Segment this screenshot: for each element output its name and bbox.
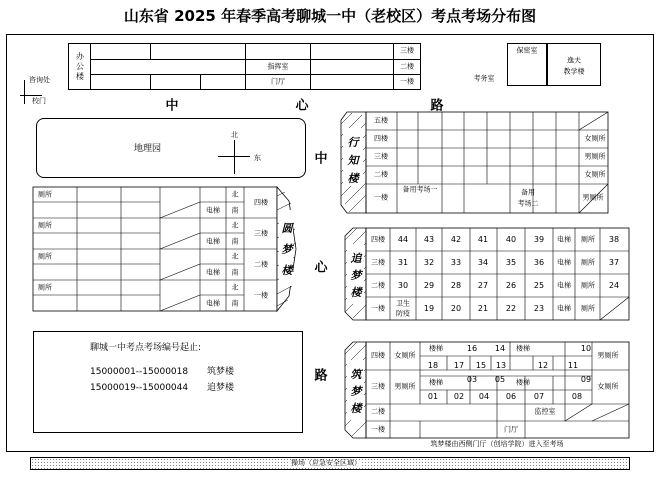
room-44: 44 [397, 235, 409, 244]
room-09: 09 [580, 375, 592, 384]
zhuimeng-floor-3: 三楼 [371, 258, 385, 267]
inquiry-desk: 咨询处 [29, 76, 50, 84]
room-05: 05 [494, 375, 506, 384]
road-zhong-top: 中 [165, 98, 179, 114]
road-xin-top: 心 [295, 98, 309, 114]
room-20: 20 [450, 304, 462, 313]
yuanmeng-toilet-4: 厕所 [38, 190, 52, 199]
zhuimeng-elevator-2: 电梯 [557, 281, 571, 290]
office-lobby: 门厅 [271, 77, 285, 86]
room-26: 26 [505, 281, 517, 290]
room-40: 40 [505, 235, 517, 244]
xingzhi-backup-room-1: 备用考场一 [402, 185, 438, 194]
zhumeng-stairs-3a: 楼梯 [429, 378, 443, 387]
info-range-2: 15000019--15000044 [90, 383, 189, 393]
yuanmeng-floor-2: 二楼 [254, 260, 268, 269]
room-32: 32 [423, 258, 435, 267]
road-xin-mid: 心 [314, 260, 328, 276]
zhuimeng-elevator-1: 电梯 [557, 304, 571, 313]
school-gate: 校门 [32, 97, 46, 105]
zhumeng-male-toilet: 男厕所 [394, 382, 416, 391]
yuanmeng-south-3: 南 [231, 237, 239, 246]
room-21: 21 [477, 304, 489, 313]
yuanmeng-elevator-4: 电梯 [206, 206, 220, 215]
info-range-1: 15000001--15000018 [90, 367, 189, 377]
room-33: 33 [450, 258, 462, 267]
office-floor-2: 二楼 [400, 62, 414, 71]
room-11: 11 [567, 361, 579, 370]
xingzhi-char-3: 楼 [347, 172, 359, 185]
yuanmeng-toilet-3: 厕所 [38, 221, 52, 230]
compass-north: 北 [231, 131, 238, 139]
zhuimeng-clinic-1: 卫生 [396, 299, 410, 308]
zhuimeng-toilet-4: 厕所 [581, 235, 595, 244]
room-18: 18 [427, 361, 439, 370]
zhumeng-floor-4: 四楼 [371, 351, 385, 360]
room-13: 13 [495, 361, 507, 370]
room-10: 10 [580, 344, 592, 353]
zhuimeng-toilet-2: 厕所 [581, 281, 595, 290]
xingzhi-floor-4: 四楼 [374, 134, 388, 143]
room-14: 14 [494, 344, 506, 353]
xingzhi-toilet-1: 男厕所 [582, 193, 604, 202]
room-15: 15 [475, 361, 487, 370]
page-title: 山东省 2025 年春季高考聊城一中（老校区）考点考场分布图 [123, 7, 537, 25]
zhumeng-stairs-3b: 楼梯 [516, 378, 530, 387]
room-02: 02 [453, 392, 465, 401]
room-37: 37 [608, 258, 620, 267]
yuanmeng-char-1: 圆 [281, 222, 293, 235]
room-42: 42 [450, 235, 462, 244]
room-03: 03 [466, 375, 478, 384]
zhuimeng-elevator-4: 电梯 [557, 235, 571, 244]
room-39: 39 [533, 235, 545, 244]
room-16: 16 [466, 344, 478, 353]
yuanmeng-elevator-3: 电梯 [206, 237, 220, 246]
yuanmeng-north-2: 北 [231, 252, 239, 261]
zhuimeng-floor-1: 一楼 [371, 304, 385, 313]
zhuimeng-toilet-1: 厕所 [581, 304, 595, 313]
xingzhi-char-1: 行 [347, 136, 359, 149]
room-41: 41 [477, 235, 489, 244]
room-34: 34 [477, 258, 489, 267]
zhumeng-male-toilet-4: 男厕所 [597, 351, 619, 360]
zhuimeng-char-3: 楼 [350, 286, 362, 299]
zhumeng-floor-1: 一楼 [371, 425, 385, 434]
room-12: 12 [537, 361, 549, 370]
geography-garden-label: 地理园 [134, 144, 162, 154]
exam-office: 考务室 [473, 74, 495, 83]
zhumeng-monitor-room: 监控室 [534, 407, 556, 416]
yuanmeng-floor-4: 四楼 [254, 198, 268, 207]
office-label-3: 楼 [76, 72, 84, 81]
yuanmeng-toilet-1: 厕所 [38, 283, 52, 292]
zhumeng-entrance-note: 筑梦楼由西侧门厅（创培学院）进入至考场 [430, 440, 564, 448]
office-floor-3: 三楼 [400, 46, 414, 55]
compass-east: 东 [254, 154, 261, 162]
zhuimeng-elevator-3: 电梯 [557, 258, 571, 267]
room-36: 36 [533, 258, 545, 267]
road-zhong-mid: 中 [314, 151, 328, 167]
office-label-1: 办 [76, 52, 84, 61]
info-building-1: 筑梦楼 [207, 367, 235, 377]
room-17: 17 [453, 361, 465, 370]
zhuimeng-clinic-2: 防疫 [396, 309, 410, 318]
xingzhi-backup-room-2b: 考场二 [517, 199, 539, 208]
yuanmeng-south-4: 南 [231, 206, 239, 215]
yuanmeng-floor-3: 三楼 [254, 229, 268, 238]
room-35: 35 [505, 258, 517, 267]
zhuimeng-floor-4: 四楼 [371, 235, 385, 244]
xingzhi-backup-room-2a: 备用 [521, 188, 535, 197]
yuanmeng-north-4: 北 [231, 190, 239, 199]
room-28: 28 [450, 281, 462, 290]
yuanmeng-char-3: 楼 [281, 264, 293, 277]
playground-label: 操场（应急安全区域） [291, 459, 361, 467]
room-04: 04 [478, 392, 490, 401]
road-lu-top: 路 [430, 98, 444, 114]
zhumeng-char-3: 楼 [350, 402, 362, 415]
zhuimeng-floor-2: 二楼 [371, 281, 385, 290]
xingzhi-char-2: 知 [347, 154, 359, 167]
xingzhi-floor-1: 一楼 [374, 193, 388, 202]
room-19: 19 [423, 304, 435, 313]
office-label-2: 公 [76, 62, 84, 71]
yuanmeng-toilet-2: 厕所 [38, 252, 52, 261]
room-31: 31 [397, 258, 409, 267]
zhumeng-floor-3: 三楼 [371, 382, 385, 391]
xingzhi-toilet-2: 女厕所 [584, 170, 606, 179]
yuanmeng-south-2: 南 [231, 268, 239, 277]
room-01: 01 [427, 392, 439, 401]
zhumeng-stairs-4b: 楼梯 [516, 344, 530, 353]
zhuimeng-char-2: 梦 [350, 269, 362, 282]
room-30: 30 [397, 281, 409, 290]
command-room: 指挥室 [267, 62, 289, 71]
room-25: 25 [533, 281, 545, 290]
yuanmeng-char-2: 梦 [281, 243, 293, 256]
xingzhi-floor-2: 二楼 [374, 170, 388, 179]
zhumeng-char-1: 筑 [350, 368, 362, 381]
yuanmeng-south-1: 南 [231, 299, 239, 308]
room-08: 08 [571, 392, 583, 401]
zhumeng-floor-2: 二楼 [371, 407, 385, 416]
xingzhi-floor-3: 三楼 [374, 152, 388, 161]
zhumeng-female-toilet-3: 女厕所 [597, 382, 619, 391]
yuanmeng-north-1: 北 [231, 283, 239, 292]
room-43: 43 [423, 235, 435, 244]
room-38: 38 [608, 235, 620, 244]
zhumeng-female-toilet: 女厕所 [394, 351, 416, 360]
room-27: 27 [477, 281, 489, 290]
zhuimeng-char-1: 追 [350, 252, 362, 265]
room-22: 22 [505, 304, 517, 313]
yuanmeng-elevator-2: 电梯 [206, 268, 220, 277]
zhumeng-lobby: 门厅 [504, 425, 518, 434]
xingzhi-floor-5: 五楼 [374, 116, 388, 125]
zhuimeng-toilet-3: 厕所 [581, 258, 595, 267]
room-06: 06 [505, 392, 517, 401]
zhumeng-stairs-4a: 楼梯 [429, 344, 443, 353]
security-room-label: 保密室 [516, 46, 538, 55]
info-heading: 聊城一中考点考场编号起止: [90, 343, 202, 353]
yuanmeng-elevator-1: 电梯 [206, 299, 220, 308]
info-building-2: 追梦楼 [207, 383, 235, 393]
room-23: 23 [533, 304, 545, 313]
office-floor-1: 一楼 [400, 77, 414, 86]
room-29: 29 [423, 281, 435, 290]
xingzhi-toilet-3: 男厕所 [584, 152, 606, 161]
room-24: 24 [608, 281, 620, 290]
road-lu-mid: 路 [314, 368, 328, 384]
zhumeng-char-2: 梦 [350, 385, 362, 398]
room-07: 07 [533, 392, 545, 401]
yuanmeng-north-3: 北 [231, 221, 239, 230]
xingzhi-toilet-4: 女厕所 [584, 134, 606, 143]
yuanmeng-floor-1: 一楼 [254, 291, 268, 300]
